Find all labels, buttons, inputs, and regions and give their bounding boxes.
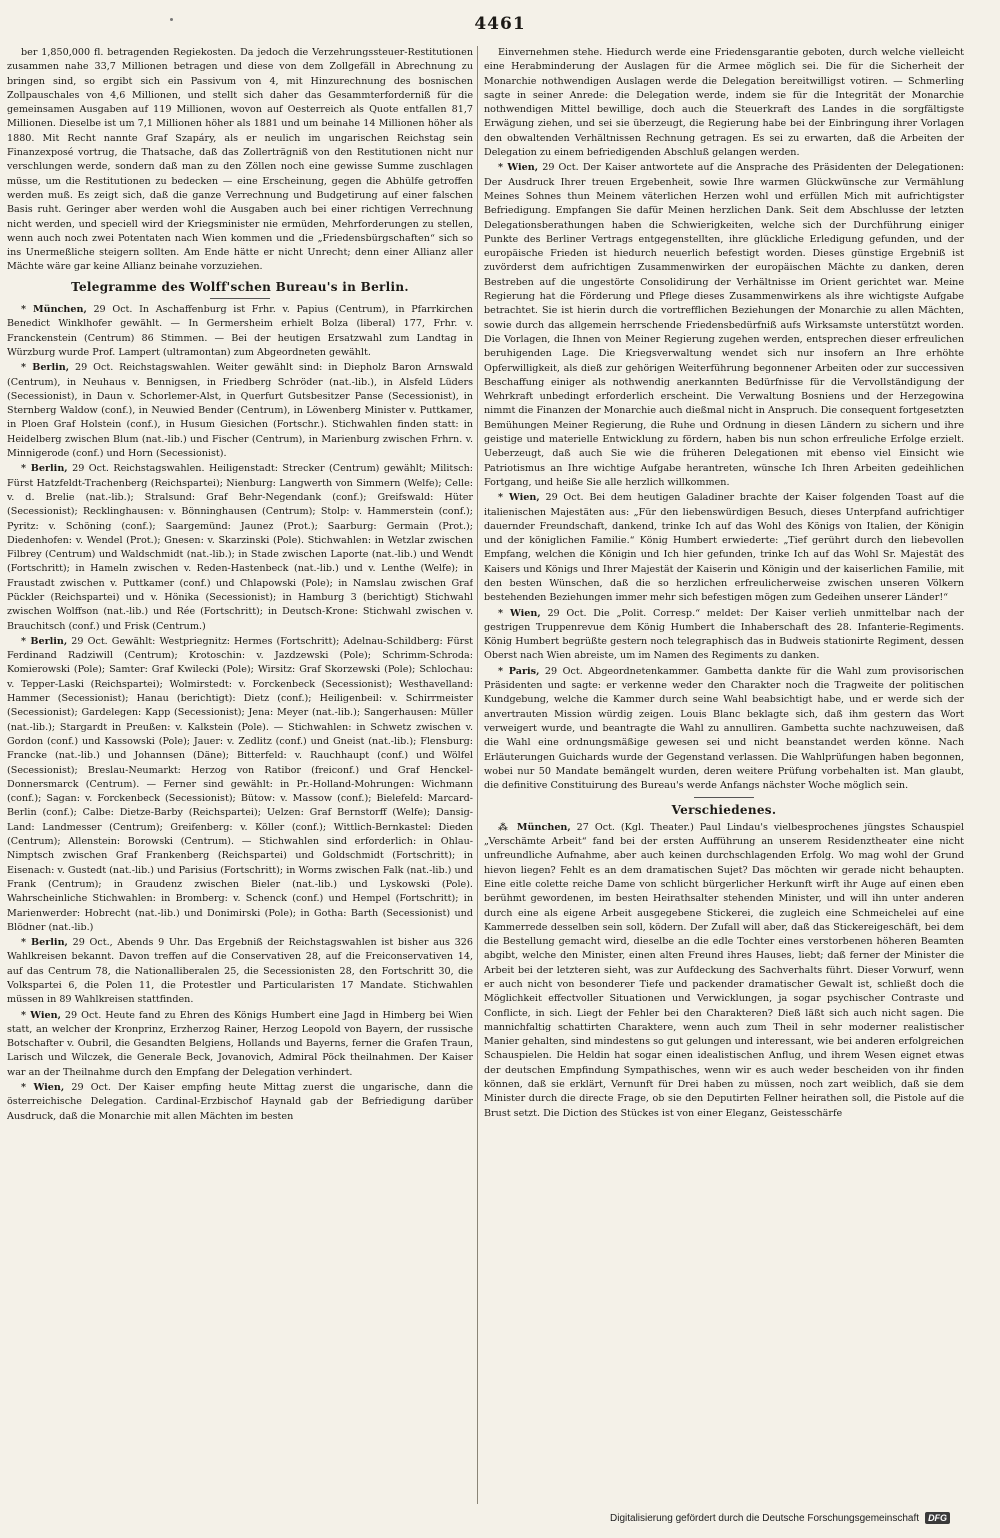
dateline: * Wien, <box>498 607 541 619</box>
dfg-logo: DFG <box>925 1512 950 1524</box>
article-paragraph <box>7 303 473 360</box>
article-paragraph <box>484 821 964 1121</box>
right-paragraphs-before <box>484 46 964 793</box>
paragraph-text: ber 1,850,000 fl. betragenden Regiekosten. Da jedoch die Verzehrungssteuer-Restitutionen zusammen nahe 33,7 Millionen betragen und diese von dem Zollgefäll in Abrechnung zu bringen sind, so ergibt sich ein Passivum von 4, mit Hinzurechnung des bosnischen Zollpauschales von 4,6 Millionen, und stellt sich daher das Gesammterforderniß für die gemeinsamen Ausgaben auf 119 Millionen, wovon auf Oesterreich als Quote entfallen 81,7 Millionen. Dieselbe ist um 7,1 Millionen höher als 1881 und um beinahe 14 Millionen höher als 1880. Mit Recht nannte Graf Szapáry, als er neulich im ungarischen Reichstag sein Finanzexposé vortrug, die Thatsache, daß das Zollerträgniß von den Restitutionen nicht nur verschlungen werde, sondern daß man zu den Zöllen noch eine gewisse Summe zuschlagen müsse, um die Restitutionen zu bedecken — eine Erscheinung, gegen die Abhülfe getroffen werden muß. Es zeigt sich, daß die ganze Verrechnung und Budgetirung auf einer falschen Basis ruht. Geringer aber werden wohl die Ausgaben auch bei einer richtigen Verrechnung nicht werden, und speciell wird der Kriegsminister nie ermüden, Mehrforderungen zu stellen, wenn auch noch zwei Potentaten nach Wien kommen und die „Friedensbürgschaften“ sich so ins Unermeßliche steigern sollten. Am Ende hätte er nicht Unrecht; denn einer Allianz aller Mächte wäre gar keine Allianz beinahe vorzuziehen. <box>7 47 473 273</box>
paragraph-text: 29 Oct. Bei dem heutigen Galadiner brachte der Kaiser folgenden Toast auf die italienischen Majestäten aus: „Für den liebenswürdigen Besuch, dieses Unterpfand aufrichtiger dauernder Freundschaft, dankend, trinke Ich auf das Wohl des Königs von Italien, der Königin und der königlichen Familie.“ König Humbert erwiederte: „Tief gerührt durch den liebevollen Empfang, welchen die Königin und Ich hier gefunden, trinke Ich auf das Wohl Sr. Majestät des Kaisers und Königs und Ihrer Majestät der Kaiserin und Königin und der kaiserlichen Familie, mit den besten Wünschen, daß die so herzlichen erfreulicherweise zwischen unseren Völkern bestehenden Beziehungen immer mehr sich befestigen mögen zum Gedeihen unserer Länder!“ <box>484 492 964 604</box>
paragraph-text: 29 Oct. Reichstagswahlen. Heiligenstadt: Strecker (Centrum) gewählt; Militsch: Fürst Hatzfeldt-Trachenberg (Reichspartei); Nienburg: Langwerth von Simmern (Welfe); Celle: v. d. Brelie (nat.-lib.); Stralsund: Graf Behr-Negendank (conf.); Greifswald: Hüter (Secessionist); Recklinghausen: v. Bönninghausen (Centrum); Stolp: v. Hammerstein (conf.); Pyritz: v. Schöning (conf.); Saargemünd: Jaunez (Prot.); Saarburg: Germain (Prot.); Diedenhofen: v. Wendel (Prot.); Gnesen: v. Skarzinski (Pole). Stichwahlen: in Wetzlar zwischen Filbrey (Centrum) und Waldschmidt (nat.-lib.); in Stade zwischen Laporte (nat.-lib.) und Wendt (Fortschritt); in Hameln zwischen v. Reden-Hastenbeck (nat.-lib.) und v. Lenthe (Welfe); in Fraustadt zwischen v. Puttkamer (conf.) und Chlapowski (Pole); in Namslau zwischen Graf Pückler (Reichspartei) und v. Hönika (Secessionist); in Hamburg 3 (berichtigt) Stichwahl zwischen Wolffson (nat.-lib.) und Rée (Fortschritt); in Deutsch-Krone: Stichwahl zwischen v. Brauchitsch (conf.) und Frisk (Centrum.) <box>7 463 473 632</box>
paragraph-text: 29 Oct. In Aschaffenburg ist Frhr. v. Papius (Centrum), in Pfarrkirchen Benedict Winklhofer gewählt. — In Germersheim erhielt Bolza (liberal) 177, Frhr. v. Franckenstein (Centrum) 86 Stimmen. — Bei der heutigen Ersatzwahl zum Landtag in Würzburg wurde Prof. Lampert (ultramontan) zum Abgeordneten gewählt. <box>7 304 473 358</box>
article-paragraph <box>7 462 473 634</box>
section-divider <box>694 797 754 798</box>
right-paragraphs-after <box>484 821 964 1121</box>
paragraph-text: 29 Oct. Heute fand zu Ehren des Königs Humbert eine Jagd in Himberg bei Wien statt, an welcher der Kronprinz, Erzherzog Rainer, Herzog Leopold von Bayern, der russische Botschafter v. Oubril, die Gesandten Belgiens, Hollands und Bayerns, ferner die Grafen Traun, Larisch und Wilczek, die Generale Beck, Jovanovich, Admiral Pöck theilnahmen. Der Kaiser war an der Theilnahme durch den Empfang der Delegation verhindert. <box>7 1009 473 1078</box>
article-paragraph <box>484 46 964 160</box>
article-paragraph <box>484 161 964 490</box>
paragraph-text: 29 Oct. Gewählt: Westpriegnitz: Hermes (Fortschritt); Adelnau-Schildberg: Fürst Ferdinand Radziwill (Centrum); Krotoschin: v. Jazdzewski (Pole); Schrimm-Schroda: Komierowski (Pole); Samter: Graf Kwilecki (Pole); Wirsitz: Graf Skorzewski (Pole); Schlochau: v. Tepper-Laski (Reichspartei); Wolmirstedt: v. Forckenbeck (Secessionist); Westhavelland: Hammer (Secessionist); Hanau (berichtigt): Dietz (conf.); Heiligenbeil: v. Schirrmeister (Secessionist); Gardelegen: Kapp (Secessionist); Jena: Meyer (nat.-lib.); Sangerhausen: Müller (nat.-lib.); Stargardt in Preußen: v. Kalkstein (Pole). — Stichwahlen: in Schwetz zwischen v. Gordon (conf.) und Kassowski (Pole); Jauer: v. Zedlitz (conf.) und Gneist (nat.-lib.); Flensburg: Francke (nat.-lib.) und Johannsen (Däne); Bitterfeld: v. Rauchhaupt (conf.) und Wölfel (Secessionist); Breslau-Neumarkt: Herzog von Ratibor (freiconf.) und Graf Henckel-Donnersmarck (Centrum). — Ferner sind gewählt: in Pr.-Holland-Mohrungen: Wichmann (conf.); Sagan: v. Forckenbeck (Secessionist); Bütow: v. Massow (conf.); Bielefeld: Marcard-Berlin (conf.); Calbe: Dietze-Barby (Reichspartei); Uelzen: Graf Bernstorff (Welfe); Dansig-Land: Landmesser (Centrum); Greifenberg: v. Köller (conf.); Wittlich-Bernkastel: Dieden (Centrum); Allenstein: Borowski (Centrum). — Stichwahlen sind erforderlich: in Ohlau-Nimptsch zwischen Graf Frankenberg (Reichspartei) und Goldschmidt (Fortschritt); in Eisenach: v. Gustedt (nat.-lib.) und Parisius (Fortschritt); in Worms zwischen Falk (nat.-lib.) und Frank (Centrum); in Graudenz zwischen Bieler (nat.-lib.) und Lyskowski (Pole). Wahrscheinliche Stichwahlen: in Bromberg: v. Schenck (conf.) und Hempel (Fortschritt); in Marienwerder: Hobrecht (nat.-lib.) und Donimirski (Pole); in Gotha: Barth (Secessionist) und Blödner (nat.-lib.) <box>7 635 473 933</box>
dateline: * Berlin, <box>21 362 70 374</box>
dateline: * München, <box>21 304 87 316</box>
digitization-footer <box>610 1512 950 1524</box>
article-paragraph <box>484 665 964 794</box>
paragraph-text: 29 Oct. Der Kaiser empfing heute Mittag zuerst die ungarische, dann die österreichische Delegation. Cardinal-Erzbischof Haynald gab der Befriedigung darüber Ausdruck, daß die Monarchie mit allen Mächten im besten <box>7 1082 473 1122</box>
article-paragraph <box>7 635 473 935</box>
dateline: * Berlin, <box>21 635 68 647</box>
section-divider <box>210 298 270 299</box>
telegram-section-heading: Telegramme des Wolff'schen Bureau's in Berlin. <box>71 279 409 294</box>
right-column <box>484 46 964 1504</box>
paragraph-text: 29 Oct. Abgeordnetenkammer. Gambetta dankte für die Wahl zum provisorischen Präsidenten und sagte: er verkenne weder den Charakter noch die Tragweite der politischen Kundgebung, welche die Kammer durch seine Wahl beabsichtigt habe, und er werde sich der anvertrauten Mission würdig zeigen. Louis Blanc beklagte sich, daß ihm gestern das Wort verweigert wurde, und beantragte die Wahl zu annulliren. Gambetta suchte nachzuweisen, daß die Wahl eine ordnungsmäßige gewesen sei und nicht beanstandet werden könne. Nach Erläuterungen Guichards wurde der Gegenstand verlassen. Die Wahlprüfungen haben begonnen, wobei nur 50 Mandate bemängelt wurden, deren weitere Prüfung vorbehalten ist. Man glaubt, die definitive Constituirung des Bureau's werde Anfangs nächster Woche möglich sein. <box>484 665 964 792</box>
article-paragraph <box>7 46 473 275</box>
dateline: * Wien, <box>498 162 539 174</box>
article-paragraph <box>7 1009 473 1080</box>
paragraph-text: 29 Oct., Abends 9 Uhr. Das Ergebniß der Reichstagswahlen ist bisher aus 326 Wahlkreisen bekannt. Davon treffen auf die Conservativen 28, auf die Freiconservativen 14, auf das Centrum 78, die Nationalliberalen 25, die Secessionisten 28, den Fortschritt 30, die Volkspartei 6, die Polen 11, die Protestler und Particularisten 17 Mandate. Stichwahlen müssen in 89 Wahlkreisen stattfinden. <box>7 937 473 1006</box>
article-paragraph <box>7 1081 473 1124</box>
dateline: ⁂ München, <box>498 821 571 833</box>
paragraph-text: 27 Oct. (Kgl. Theater.) Paul Lindau's vielbesprochenes jüngstes Schauspiel „Verschämte Arbeit“ fand bei der ersten Aufführung an unserem Residenztheater eine nicht unfreundliche Aufnahme, aber auch keinen durchschlagenden Erfolg. Wo mag wohl der Grund hievon liegen? Fehlt es an dem dramatischen Sujet? Das möchten wir gerade nicht behaupten. Eine eitle colette reiche Dame von schlicht bürgerlicher Herkunft wirft ihr Auge auf einen eben berühmt gewordenen, im besten Heirathsalter stehenden Minister, und will ihn unter anderen durch eine als eigene Arbeit ausgegebene Stickerei, die zugleich eine Schmeichelei auf eine Kammerrede desselben sein soll, ködern. Der Zufall will aber, daß das Stickereigeschäft, bei dem die Bestellung gemacht wird, dieselbe an die edle Tochter eines verstorbenen höheren Beamten abgibt, welche den Minister, einen alten Freund ihres Hauses, liebt; daß ferner der Minister die Arbeit bei der letzteren sieht, was zur Aufdeckung des Sachverhalts führt. Dieser Vorwurf, wenn er auch nicht von besonderer Tiefe und packender dramatischer Gewalt ist, schließt doch die Möglichkeit effectvoller Situationen und Verwicklungen, ja sogar psychischer Contraste und Conflicte, in sich. Liegt der Fehler bei den Charakteren? Dieß läßt sich auch nicht sagen. Die mannichfaltig schattirten Charaktere, wenn auch zum Theil in sehr moderner realistischer Manier gehalten, sind mindestens so gut gelungen und interessant, wie bei anderen erfolgreichen Schauspielen. Die Heldin hat sogar einen idealistischen Anflug, und ihrem Wesen eignet etwas der deutschen Empfindung Sympathisches, wenn wir es auch weder bescheiden von ihr finden können, daß sie erklärt, Vernunft für Drei haben zu müssen, noch zart weiblich, daß sie dem Minister durch die directe Frage, ob sie den Deputirten Fellner heirathen soll, die Pistole auf die Brust setzt. Die Diction des Stückes ist von einer Eleganz, Geistesschärfe <box>484 821 964 1119</box>
page-number: 4461 <box>474 14 526 34</box>
paragraph-text: 29 Oct. Die „Polit. Corresp.“ meldet: Der Kaiser verlieh unmittelbar nach der gestrigen Truppenrevue dem König Humbert die Inhaberschaft des 28. Infanterie-Regiments. König Humbert begrüßte gestern noch telegraphisch das in Budweis stationirte Regiment, dessen Oberst nach Wien abreiste, um im Namen des Regiments zu danken. <box>484 607 964 662</box>
article-paragraph <box>484 491 964 605</box>
dateline: * Paris, <box>498 665 540 677</box>
article-paragraph <box>484 607 964 664</box>
miscellany-section-heading: Verschiedenes. <box>671 803 777 818</box>
left-column <box>7 46 473 1504</box>
article-paragraph <box>7 361 473 461</box>
column-rule <box>477 46 478 1504</box>
dateline: * Wien, <box>498 492 540 504</box>
article-paragraph <box>7 936 473 1007</box>
dateline: * Berlin, <box>21 463 68 475</box>
dateline: * Wien, <box>21 1009 61 1021</box>
paragraph-text: Einvernehmen stehe. Hiedurch werde eine Friedensgarantie geboten, durch welche vielleicht eine Herabminderung der Auslagen für die Armee möglich sei. Die für die Sicherheit der Monarchie nothwendigen Auslagen werde die Delegation bereitwilligst votiren. — Schmerling sagte in seiner Anrede: die Delegation werde, indem sie für die Integrität der Monarchie nothwendigen Mittel bewillige, doch auch die Steuerkraft des Landes in die sorgfältigste Erwägung ziehen, und sei sie überzeugt, die Regierung habe bei der Einbringung ihrer Vorlagen den obwaltenden Verhältnissen Rechnung getragen. Es sei zu erwarten, daß die Arbeiten der Delegation zu einem befriedigenden Abschluß gelangen werden. <box>484 47 964 159</box>
left-paragraphs-after <box>7 303 473 1124</box>
dateline: * Wien, <box>21 1082 65 1094</box>
left-paragraphs-before <box>7 46 473 275</box>
paragraph-text: 29 Oct. Reichstagswahlen. Weiter gewählt sind: in Diepholz Baron Arnswald (Centrum), in Neuhaus v. Bennigsen, in Friedberg Schröder (nat.-lib.), in Alsfeld Lüders (Secessionist), in Daun v. Schorlemer-Alst, in Querfurt Gutsbesitzer Panse (Secessionist), in Sternberg Waldow (conf.), in Neuwied Bender (Centrum), in Löwenberg Minister v. Puttkamer, in Ploen Graf Holstein (conf.), in Husum Giesichen (Fortschr.). Stichwahlen finden statt: in Heidelberg zwischen Blum (nat.-lib.) und Fischer (Centrum), in Marienburg zwischen Frhrn. v. Minnigerode (conf.) und Horn (Secessionist). <box>7 362 473 460</box>
footer-credit-text: Digitalisierung gefördert durch die Deutsche Forschungsgemeinschaft <box>610 1512 920 1524</box>
paragraph-text: 29 Oct. Der Kaiser antwortete auf die Ansprache des Präsidenten der Delegationen: Der Ausdruck Ihrer treuen Ergebenheit, sowie Ihre warmen Glückwünsche zur Vermählung Meines Sohnes thun Meinem väterlichen Herzen wohl und erfüllen Mich mit aufrichtigster Befriedigung. Empfangen Sie dafür Meinen herzlichen Dank. Seit dem Abschlusse der letzten Delegationsberathungen haben die Schwierigkeiten, welche sich der Durchführung einiger Punkte des Berliner Vertrags entgegenstellten, ihre glückliche Erledigung gefunden, und der europäische Frieden ist hiedurch neuerlich befestigt worden. Dieses günstige Ergebniß ist zuvörderst dem aufrichtigen Zusammenwirken der europäischen Mächte zu danken, deren Bestreben auf die ungestörte Consolidirung der Verhältnisse im Orient gerichtet war. Meine Regierung hat die Förderung und Pflege dieses Zusammenwirkens als ihre wichtigste Aufgabe betrachtet. Sie ist hierin durch die vortrefflichen Beziehungen der Monarchie zu allen Mächten, sowie durch das allgemein herrschende Friedensbedürfniß aufs Wirksamste unterstützt worden. Die Vorlagen, die Ihnen von Meiner Regierung zugehen werden, entsprechen dieser erfreulichen beruhigenden Lage. Die Kriegsverwaltung wendet sich nur insofern an Ihre erhöhte Opferwilligkeit, als dieß zur gehörigen Weiterführung begonnener Arbeiten oder zur successiven Beschaffung einiger als nothwendig anerkannten Bedürfnisse für die Vervollständigung der Wehrkraft unbedingt erforderlich erscheint. Die Verwaltung Bosniens und der Herzegowina nimmt die Finanzen der Monarchie auch dießmal nicht in Anspruch. Die consequent fortgesetzten Bemühungen Meiner Regierung, die Ruhe und Ordnung in diesen Ländern zu sichern und ihre geistige und materielle Entwicklung zu fördern, haben bis nun schon erfreuliche Erfolge erzielt. Ueberzeugt, daß auch Sie wie die früheren Delegationen mit ebenso viel Einsicht wie Patriotismus an Ihre wichtige Aufgabe herantreten, wünsche Ich Ihren Arbeiten gedeihlichen Fortgang, und heiße Sie alle herzlich willkommen. <box>484 162 964 488</box>
dateline: * Berlin, <box>21 937 68 949</box>
